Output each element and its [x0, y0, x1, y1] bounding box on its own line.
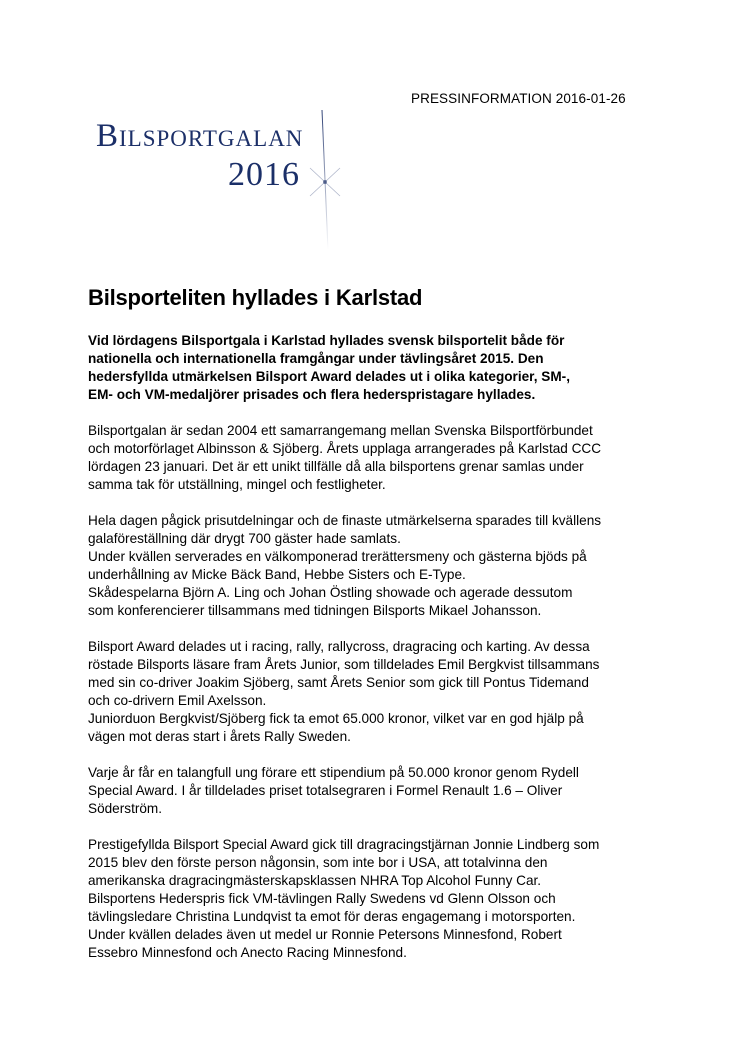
body-paragraph [88, 512, 658, 620]
text-line: Vid lördagens Bilsportgala i Karlstad hyllades svensk bilsportelit både för [88, 333, 565, 348]
text-line: hedersfyllda utmärkelsen Bilsport Award delades ut i olika kategorier, SM-, [88, 369, 570, 384]
text-line: amerikanska dragracingmästerskapsklassen NHRA Top Alcohol Funny Car. [88, 873, 542, 888]
text-line: samma tak för utställning, mingel och festligheter. [88, 477, 386, 492]
text-line: Varje år får en talangfull ung förare ett stipendium på 50.000 kronor genom Rydell [88, 765, 579, 780]
lead-paragraph [88, 332, 658, 404]
text-line: nationella och internationella framgångar under tävlingsåret 2015. Den [88, 351, 544, 366]
text-line: lördagen 23 januari. Det är ett unikt tillfälle då alla bilsportens grenar samlas under [88, 459, 584, 474]
text-line: Prestigefyllda Bilsport Special Award gick till dragracingstjärnan Jonnie Lindberg som [88, 837, 600, 852]
text-line: Essebro Minnesfond och Anecto Racing Minnesfond. [88, 945, 407, 960]
press-info-date: PRESSINFORMATION 2016-01-26 [411, 91, 626, 106]
text-line: Skådespelarna Björn A. Ling och Johan Östling showade och agerade dessutom [88, 585, 573, 600]
text-line: som konferencierer tillsammans med tidningen Bilsports Mikael Johansson. [88, 603, 542, 618]
text-line: och motorförlaget Albinsson & Sjöberg. Årets upplaga arrangerades på Karlstad CCC [88, 441, 602, 456]
bilsportgalan-logo [88, 110, 378, 260]
text-line: Söderström. [88, 801, 163, 816]
text-line: EM- och VM-medaljörer prisades och flera hederspristagare hyllades. [88, 387, 536, 402]
text-line: Hela dagen pågick prisutdelningar och de finaste utmärkelserna sparades till kvällens [88, 513, 602, 528]
text-line: Under kvällen serverades en välkomponerad trerättersmeny och gästerna bjöds på [88, 549, 587, 564]
body-paragraph [88, 836, 658, 962]
text-line: och co-drivern Emil Axelsson. [88, 693, 267, 708]
text-line: Bilsportens Hederspris fick VM-tävlingen Rally Swedens vd Glenn Olsson och [88, 891, 556, 906]
text-line: röstade Bilsports läsare fram Årets Junior, som tilldelades Emil Bergkvist tillsammans [88, 657, 600, 672]
text-line: tävlingsledare Christina Lundqvist ta emot för deras engagemang i motorsporten. [88, 909, 576, 924]
text-line: 2015 blev den förste person någonsin, som inte bor i USA, att totalvinna den [88, 855, 548, 870]
article-body [88, 332, 658, 980]
logo-wordmark: Bilsportgalan [96, 118, 304, 154]
body-paragraph [88, 638, 658, 746]
text-line: Juniorduon Bergkvist/Sjöberg fick ta emot 65.000 kronor, vilket var en god hjälp på [88, 711, 584, 726]
article-title: Bilsporteliten hyllades i Karlstad [88, 285, 423, 310]
text-line: Under kvällen delades även ut medel ur Ronnie Petersons Minnesfond, Robert [88, 927, 562, 942]
body-paragraph [88, 422, 658, 494]
body-paragraph [88, 764, 658, 818]
text-line: Bilsport Award delades ut i racing, rally, rallycross, dragracing och karting. Av dessa [88, 639, 590, 654]
text-line: med sin co-driver Joakim Sjöberg, samt Årets Senior som gick till Pontus Tidemand [88, 675, 589, 690]
text-line: Bilsportgalan är sedan 2004 ett samarrangemang mellan Svenska Bilsportförbundet [88, 423, 593, 438]
text-line: galaföreställning där drygt 700 gäster hade samlats. [88, 531, 401, 546]
text-line: vägen mot deras start i årets Rally Sweden. [88, 729, 351, 744]
text-line: Special Award. I år tilldelades priset totalsegraren i Formel Renault 1.6 – Oliver [88, 783, 563, 798]
text-line: underhållning av Micke Bäck Band, Hebbe Sisters och E-Type. [88, 567, 466, 582]
logo-year: 2016 [228, 156, 300, 193]
